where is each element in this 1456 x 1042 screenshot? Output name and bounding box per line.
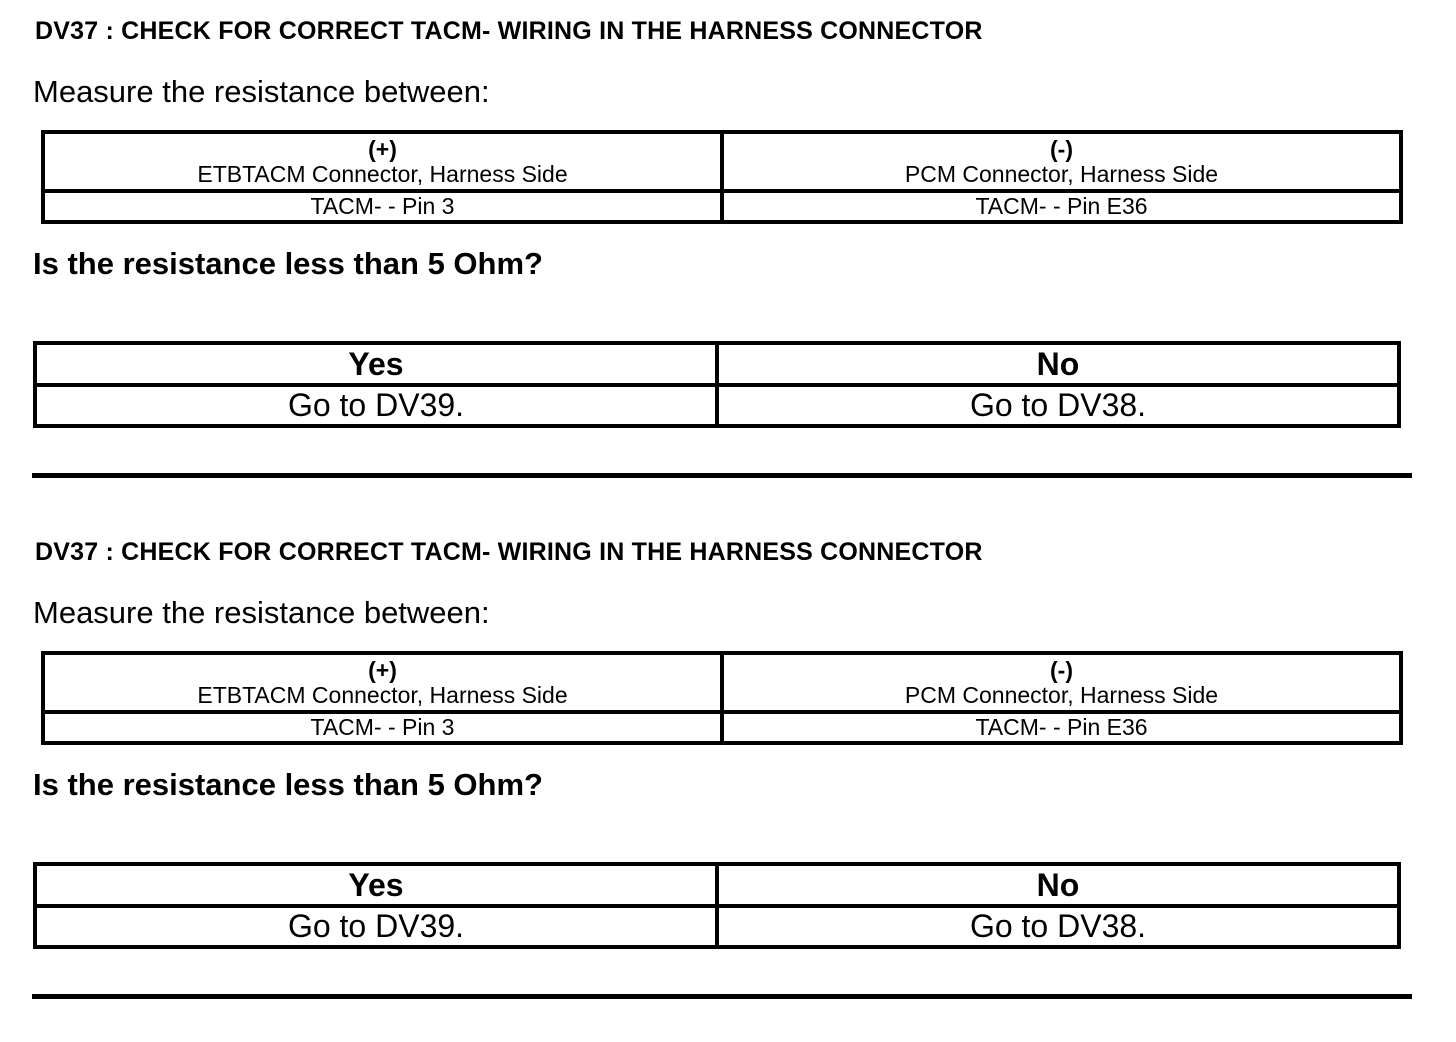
no-action: Go to DV38. <box>717 906 1399 947</box>
yes-label: Yes <box>35 343 717 385</box>
positive-header-cell <box>43 132 722 191</box>
negative-polarity: (-) <box>1050 656 1073 683</box>
yes-label: Yes <box>35 864 717 906</box>
answer-header-row <box>35 343 1399 385</box>
positive-header-cell <box>43 653 722 712</box>
measurement-table <box>41 130 1403 224</box>
negative-polarity: (-) <box>1050 135 1073 162</box>
answer-header-row <box>35 864 1399 906</box>
positive-pin: TACM- - Pin 3 <box>43 712 722 743</box>
measurement-header-row <box>43 653 1401 712</box>
question-text: Is the resistance less than 5 Ohm? <box>33 246 543 281</box>
yes-action: Go to DV39. <box>35 906 717 947</box>
step-title: DV37 : CHECK FOR CORRECT TACM- WIRING IN THE HARNESS CONNECTOR <box>35 538 983 566</box>
answer-table <box>33 862 1401 949</box>
negative-header-cell <box>722 132 1401 191</box>
positive-polarity: (+) <box>368 656 397 683</box>
yes-action: Go to DV39. <box>35 385 717 426</box>
positive-connector: ETBTACM Connector, Harness Side <box>197 681 568 708</box>
measurement-table <box>41 651 1403 745</box>
instruction-text: Measure the resistance between: <box>33 595 490 630</box>
step-title: DV37 : CHECK FOR CORRECT TACM- WIRING IN THE HARNESS CONNECTOR <box>35 17 983 45</box>
no-label: No <box>717 343 1399 385</box>
answer-table <box>33 341 1401 428</box>
answer-action-row <box>35 906 1399 947</box>
no-label: No <box>717 864 1399 906</box>
section-divider <box>32 994 1412 999</box>
instruction-text: Measure the resistance between: <box>33 74 490 109</box>
section-divider <box>32 473 1412 478</box>
measurement-pin-row <box>43 191 1401 222</box>
positive-pin: TACM- - Pin 3 <box>43 191 722 222</box>
no-action: Go to DV38. <box>717 385 1399 426</box>
negative-pin: TACM- - Pin E36 <box>722 712 1401 743</box>
negative-header-cell <box>722 653 1401 712</box>
negative-connector: PCM Connector, Harness Side <box>904 681 1219 708</box>
positive-connector: ETBTACM Connector, Harness Side <box>197 160 568 187</box>
positive-polarity: (+) <box>368 135 397 162</box>
measurement-header-row <box>43 132 1401 191</box>
answer-action-row <box>35 385 1399 426</box>
test-step-section <box>0 521 1456 1042</box>
negative-connector: PCM Connector, Harness Side <box>904 160 1219 187</box>
negative-pin: TACM- - Pin E36 <box>722 191 1401 222</box>
question-text: Is the resistance less than 5 Ohm? <box>33 767 543 802</box>
measurement-pin-row <box>43 712 1401 743</box>
